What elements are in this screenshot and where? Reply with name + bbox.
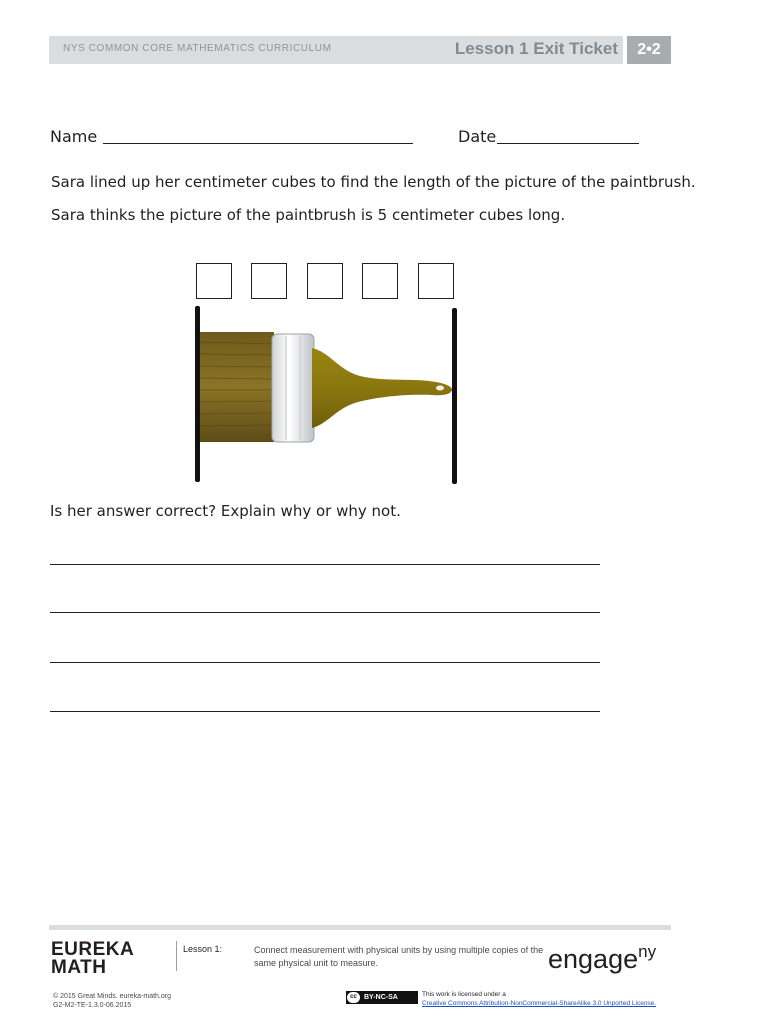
engage-ny-text: ny xyxy=(638,942,657,961)
license-intro: This work is licensed under a xyxy=(422,991,506,998)
license-link[interactable]: Creative Commons Attribution-NonCommercial-ShareAlike 3.0 Unported License. xyxy=(422,1000,657,1007)
lesson-title: Lesson 1 Exit Ticket xyxy=(454,39,618,58)
centimeter-cube xyxy=(251,263,287,299)
footer-divider xyxy=(176,941,177,971)
cc-license-badge[interactable] xyxy=(346,991,418,1004)
engage-text: engage xyxy=(548,944,639,974)
grade-module-badge: 2•2 xyxy=(627,36,671,64)
eureka-math-logo xyxy=(51,941,134,977)
answer-line[interactable] xyxy=(50,711,600,712)
date-field[interactable] xyxy=(497,143,639,144)
answer-line[interactable] xyxy=(50,564,600,565)
footer-bar xyxy=(49,925,671,930)
answer-line[interactable] xyxy=(50,662,600,663)
copyright xyxy=(53,992,171,1010)
name-label: Name xyxy=(50,127,98,146)
creative-commons-icon: cc xyxy=(347,992,360,1003)
centimeter-cube xyxy=(307,263,343,299)
centimeter-cube xyxy=(418,263,454,299)
engageny-logo xyxy=(548,944,656,975)
footer-lesson-description: Connect measurement with physical units by using multiple copies of the same physical unit to measure. xyxy=(254,945,544,968)
document-code: G2-M2-TE-1.3.0-06.2015 xyxy=(53,1002,132,1009)
answer-line[interactable] xyxy=(50,612,600,613)
date-label: Date xyxy=(458,127,497,146)
paintbrush-illustration xyxy=(200,330,454,445)
centimeter-cube xyxy=(196,263,232,299)
problem-claim: Sara thinks the picture of the paintbrush is 5 centimeter cubes long. xyxy=(51,206,566,224)
license-notice xyxy=(422,990,656,1008)
logo-line-math: MATH xyxy=(51,957,107,978)
problem-statement: Sara lined up her centimeter cubes to find the length of the picture of the paintbrush. xyxy=(51,173,696,191)
name-field[interactable] xyxy=(103,143,413,144)
centimeter-cube xyxy=(362,263,398,299)
license-badge-label: BY-NC-SA xyxy=(364,994,398,1001)
copyright-line: © 2015 Great Minds. eureka-math.org xyxy=(53,993,171,1000)
logo-line-eureka: EUREKA xyxy=(51,939,135,960)
footer-lesson-label: Lesson 1: xyxy=(183,944,223,954)
question-prompt: Is her answer correct? Explain why or why not. xyxy=(50,502,401,520)
curriculum-title: NYS COMMON CORE MATHEMATICS CURRICULUM xyxy=(63,43,332,54)
